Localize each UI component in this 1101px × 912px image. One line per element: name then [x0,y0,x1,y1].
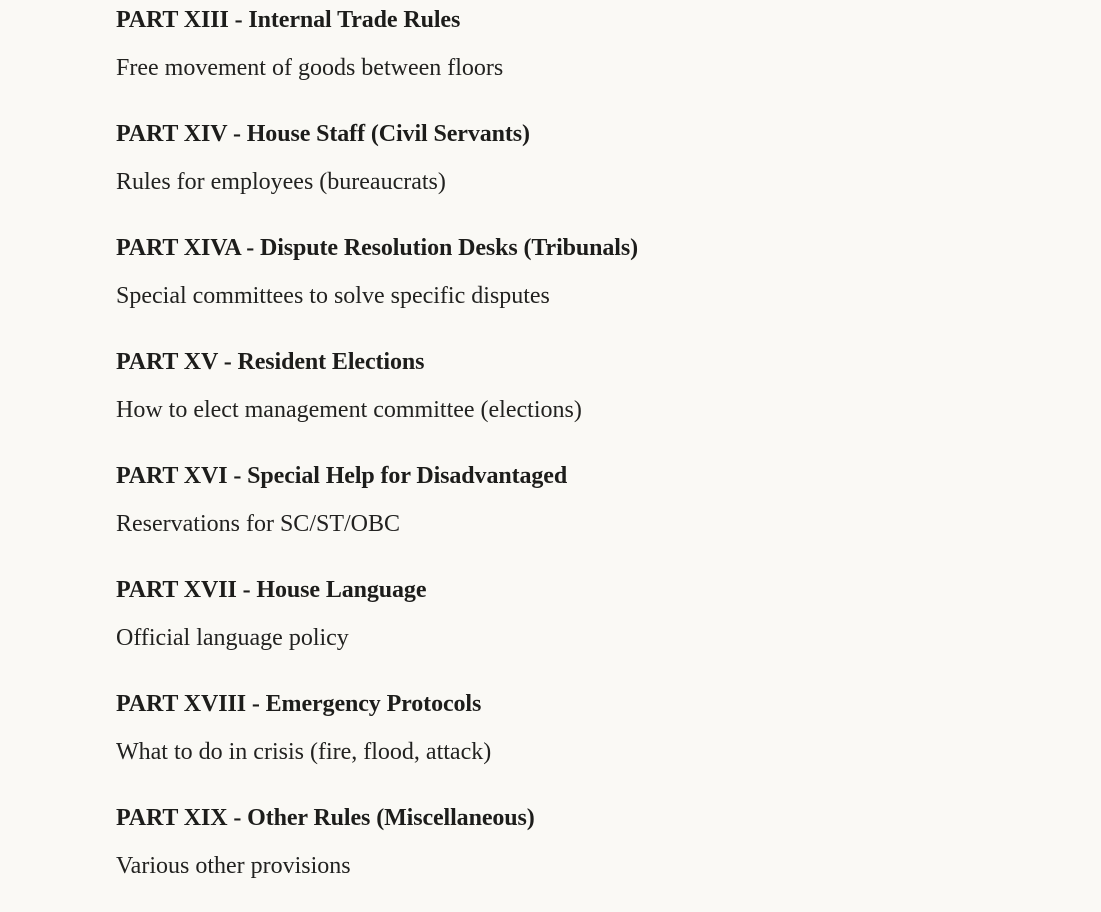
part-item [116,0,1081,114]
part-description: Free movement of goods between floors [116,55,504,81]
part-description: Special committees to solve specific disputes [116,283,550,309]
part-item [116,684,1081,798]
part-item [116,570,1081,684]
part-title: PART XIX - Other Rules (Miscellaneous) [116,805,535,831]
part-title: PART XVII - House Language [116,577,427,603]
part-item [116,228,1081,342]
part-item [116,798,1081,912]
part-title: PART XVI - Special Help for Disadvantaged [116,463,568,489]
part-title: PART XIVA - Dispute Resolution Desks (Tribunals) [116,235,639,261]
part-title: PART XIII - Internal Trade Rules [116,7,461,33]
part-item [116,114,1081,228]
part-description: Rules for employees (bureaucrats) [116,169,446,195]
part-item [116,456,1081,570]
part-title: PART XV - Resident Elections [116,349,425,375]
parts-list [116,0,1081,912]
part-description: Reservations for SC/ST/OBC [116,511,401,537]
part-description: How to elect management committee (elections) [116,397,582,423]
part-description: Official language policy [116,625,349,651]
part-title: PART XVIII - Emergency Protocols [116,691,482,717]
part-item [116,342,1081,456]
part-title: PART XIV - House Staff (Civil Servants) [116,121,530,147]
part-description: Various other provisions [116,853,351,879]
part-description: What to do in crisis (fire, flood, attack) [116,739,492,765]
